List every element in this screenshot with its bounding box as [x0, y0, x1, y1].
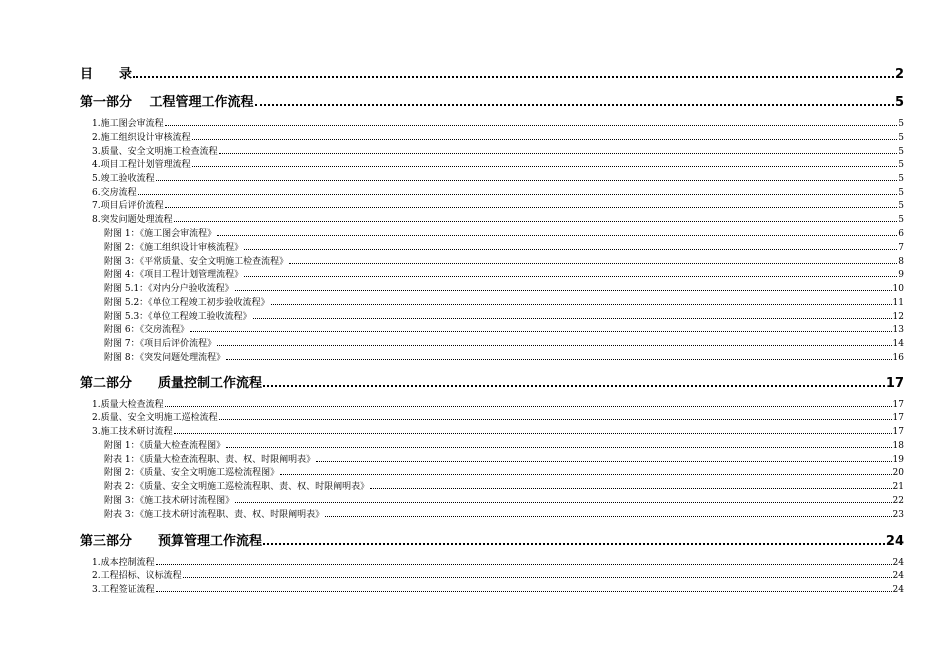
- entry-label: 附图 5.1：《对内分户验收流程》: [104, 284, 234, 294]
- dot-leader: [174, 432, 892, 434]
- toc-entry[interactable]: [0, 172, 950, 184]
- toc-sub-entry[interactable]: [0, 466, 950, 478]
- toc-entry[interactable]: [0, 131, 950, 143]
- dot-leader: [235, 289, 892, 291]
- page-number: 17: [892, 413, 904, 423]
- page-number: 5: [898, 201, 904, 211]
- entry-label: 附图 7：《项目后评价流程》: [104, 339, 217, 349]
- toc-sub-entry[interactable]: [0, 337, 950, 349]
- dot-leader: [174, 220, 898, 222]
- entry-label: 附图 1：《施工图会审流程》: [104, 229, 217, 239]
- dot-leader: [263, 542, 885, 545]
- page-number: 22: [892, 496, 904, 506]
- toc-sub-entry[interactable]: [0, 508, 950, 520]
- page-number: 17: [885, 376, 904, 391]
- dot-leader: [370, 487, 891, 489]
- dot-leader: [271, 303, 892, 305]
- page-number: 21: [892, 482, 904, 492]
- toc-entry[interactable]: [0, 583, 950, 595]
- dot-leader: [289, 262, 897, 264]
- part-heading: 第二部分 质量控制工作流程: [80, 376, 263, 391]
- toc-entry[interactable]: [0, 411, 950, 423]
- dot-leader: [219, 418, 892, 420]
- page-number: 5: [898, 147, 904, 157]
- dot-leader: [192, 165, 898, 167]
- page-number: 5: [898, 215, 904, 225]
- dot-leader: [226, 358, 891, 360]
- toc-sub-entry[interactable]: [0, 453, 950, 465]
- entry-label: 5.竣工验收流程: [92, 174, 155, 184]
- entry-label: 2.工程招标、议标流程: [92, 571, 182, 581]
- dot-leader: [235, 501, 891, 503]
- toc-entry[interactable]: [0, 199, 950, 211]
- entry-label: 附图 3：《施工技术研讨流程图》: [104, 496, 235, 506]
- toc-sub-entry[interactable]: [0, 494, 950, 506]
- dot-leader: [192, 138, 898, 140]
- page-number: 2: [894, 67, 904, 82]
- entry-label: 2.施工组织设计审核流程: [92, 133, 191, 143]
- page-number: 20: [892, 468, 904, 478]
- part-heading: 第三部分 预算管理工作流程: [80, 534, 263, 549]
- entry-label: 附图 2：《施工组织设计审核流程》: [104, 243, 244, 253]
- toc-entry[interactable]: [0, 213, 950, 225]
- toc-sub-entry[interactable]: [0, 323, 950, 335]
- page-number: 24: [885, 534, 904, 549]
- entry-label: 7.项目后评价流程: [92, 201, 164, 211]
- page-number: 11: [892, 298, 904, 308]
- page-number: 13: [892, 325, 904, 335]
- page-number: 17: [892, 427, 904, 437]
- toc-sub-entry[interactable]: [0, 439, 950, 451]
- entry-label: 附图 1：《质量大检查流程图》: [104, 441, 226, 451]
- dot-leader: [190, 330, 891, 332]
- page-number: 8: [898, 257, 904, 267]
- page-number: 24: [892, 571, 904, 581]
- dot-leader: [183, 576, 892, 578]
- entry-label: 附表 1：《质量大检查流程职、责、权、时限阐明表》: [104, 455, 316, 465]
- entry-label: 附表 2：《质量、安全文明施工巡检流程职、责、权、时限阐明表》: [104, 482, 370, 492]
- entry-label: 附图 5.3：《单位工程竣工验收流程》: [104, 312, 252, 322]
- dot-leader: [156, 590, 892, 592]
- toc-sub-entry[interactable]: [0, 255, 950, 267]
- toc-sub-entry[interactable]: [0, 227, 950, 239]
- part-heading: 第一部分 工程管理工作流程: [80, 95, 254, 110]
- page-number: 5: [898, 133, 904, 143]
- toc-entry[interactable]: [0, 556, 950, 568]
- dot-leader: [165, 405, 892, 407]
- toc-entry[interactable]: [0, 145, 950, 157]
- toc-entry[interactable]: [0, 425, 950, 437]
- part3-heading-entry[interactable]: [0, 531, 950, 549]
- page-number: 24: [892, 558, 904, 568]
- page-number: 9: [898, 270, 904, 280]
- page-number: 6: [898, 229, 904, 239]
- entry-label: 6.交房流程: [92, 188, 137, 198]
- toc-sub-entry[interactable]: [0, 480, 950, 492]
- entry-label: 附图 8：《突发问题处理流程》: [104, 353, 226, 363]
- page-number: 5: [898, 160, 904, 170]
- toc-entry[interactable]: [0, 117, 950, 129]
- toc-sub-entry[interactable]: [0, 310, 950, 322]
- entry-label: 附图 2：《质量、安全文明施工巡检流程图》: [104, 468, 280, 478]
- page-number: 5: [894, 95, 904, 110]
- dot-leader: [244, 248, 897, 250]
- page-number: 5: [898, 188, 904, 198]
- dot-leader: [165, 124, 898, 126]
- dot-leader: [255, 103, 894, 106]
- toc-entry[interactable]: [0, 398, 950, 410]
- toc-title: 目 录: [80, 67, 133, 82]
- dot-leader: [280, 473, 891, 475]
- dot-leader: [263, 384, 885, 387]
- entry-label: 2.质量、安全文明施工巡检流程: [92, 413, 218, 423]
- entry-label: 附表 3：《施工技术研讨流程职、责、权、时限阐明表》: [104, 510, 325, 520]
- dot-leader: [138, 193, 898, 195]
- entry-label: 8.突发问题处理流程: [92, 215, 173, 225]
- dot-leader: [219, 152, 898, 154]
- page-number: 5: [898, 174, 904, 184]
- dot-leader: [165, 206, 898, 208]
- part2-heading-entry[interactable]: [0, 373, 950, 391]
- page-number: 7: [898, 243, 904, 253]
- dot-leader: [244, 275, 897, 277]
- entry-label: 1.成本控制流程: [92, 558, 155, 568]
- entry-label: 4.项目工程计划管理流程: [92, 160, 191, 170]
- toc-sub-entry[interactable]: [0, 268, 950, 280]
- toc-entry[interactable]: [0, 158, 950, 170]
- dot-leader: [156, 179, 898, 181]
- page-number: 17: [892, 400, 904, 410]
- entry-label: 3.质量、安全文明施工检查流程: [92, 147, 218, 157]
- toc-entry[interactable]: [0, 569, 950, 581]
- dot-leader: [133, 75, 894, 78]
- page-number: 19: [892, 455, 904, 465]
- dot-leader: [217, 234, 897, 236]
- page-number: 12: [892, 312, 904, 322]
- entry-label: 附图 3：《平常质量、安全文明施工检查流程》: [104, 257, 289, 267]
- entry-label: 1.质量大检查流程: [92, 400, 164, 410]
- page-number: 10: [892, 284, 904, 294]
- dot-leader: [226, 446, 891, 448]
- page-number: 5: [898, 119, 904, 129]
- page-number: 16: [892, 353, 904, 363]
- toc-sub-entry[interactable]: [0, 351, 950, 363]
- toc-sub-entry[interactable]: [0, 296, 950, 308]
- page-number: 24: [892, 585, 904, 595]
- dot-leader: [217, 344, 891, 346]
- toc-sub-entry[interactable]: [0, 241, 950, 253]
- entry-label: 3.工程签证流程: [92, 585, 155, 595]
- toc-entry[interactable]: [0, 186, 950, 198]
- toc-title-entry[interactable]: [0, 64, 950, 82]
- dot-leader: [325, 515, 891, 517]
- dot-leader: [156, 563, 892, 565]
- page-number: 18: [892, 441, 904, 451]
- dot-leader: [316, 460, 891, 462]
- entry-label: 1.施工图会审流程: [92, 119, 164, 129]
- page-number: 23: [892, 510, 904, 520]
- part1-heading-entry[interactable]: [0, 92, 950, 110]
- dot-leader: [253, 317, 892, 319]
- entry-label: 附图 4：《项目工程计划管理流程》: [104, 270, 244, 280]
- entry-label: 附图 6：《交房流程》: [104, 325, 190, 335]
- page-number: 14: [892, 339, 904, 349]
- toc-sub-entry[interactable]: [0, 282, 950, 294]
- entry-label: 3.施工技术研讨流程: [92, 427, 173, 437]
- entry-label: 附图 5.2：《单位工程竣工初步验收流程》: [104, 298, 270, 308]
